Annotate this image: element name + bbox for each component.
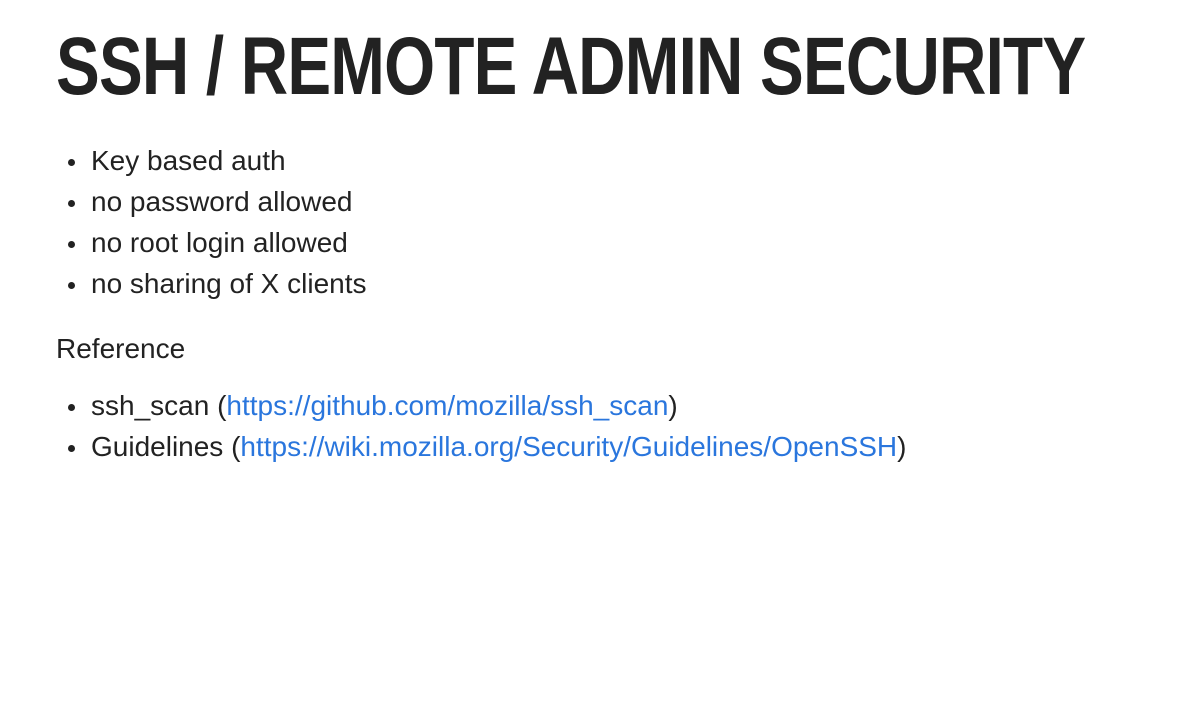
bullet-item: • no password allowed <box>89 181 1170 222</box>
bullet-item: • no sharing of X clients <box>89 263 1170 304</box>
main-bullet-list <box>56 140 1170 304</box>
reference-link-ssh-scan[interactable]: https://github.com/mozilla/ssh_scan <box>226 390 669 421</box>
paren-open: ( <box>223 431 241 462</box>
bullet-item: • Key based auth <box>89 140 1170 181</box>
reference-item <box>89 426 1170 467</box>
paren-close: ) <box>668 390 678 421</box>
reference-heading: Reference <box>56 333 186 364</box>
reference-list <box>56 385 1170 467</box>
reference-item-label: ssh_scan <box>91 390 210 421</box>
reference-item-label: Guidelines <box>91 431 224 462</box>
reference-link-guidelines[interactable]: https://wiki.mozilla.org/Security/Guidelines/OpenSSH <box>240 431 898 462</box>
slide-title: SSH / REMOTE ADMIN SECURITY <box>56 21 1086 112</box>
paren-open: ( <box>209 390 227 421</box>
reference-item <box>89 385 1170 426</box>
paren-close: ) <box>897 431 907 462</box>
bullet-item: • no root login allowed <box>89 222 1170 263</box>
